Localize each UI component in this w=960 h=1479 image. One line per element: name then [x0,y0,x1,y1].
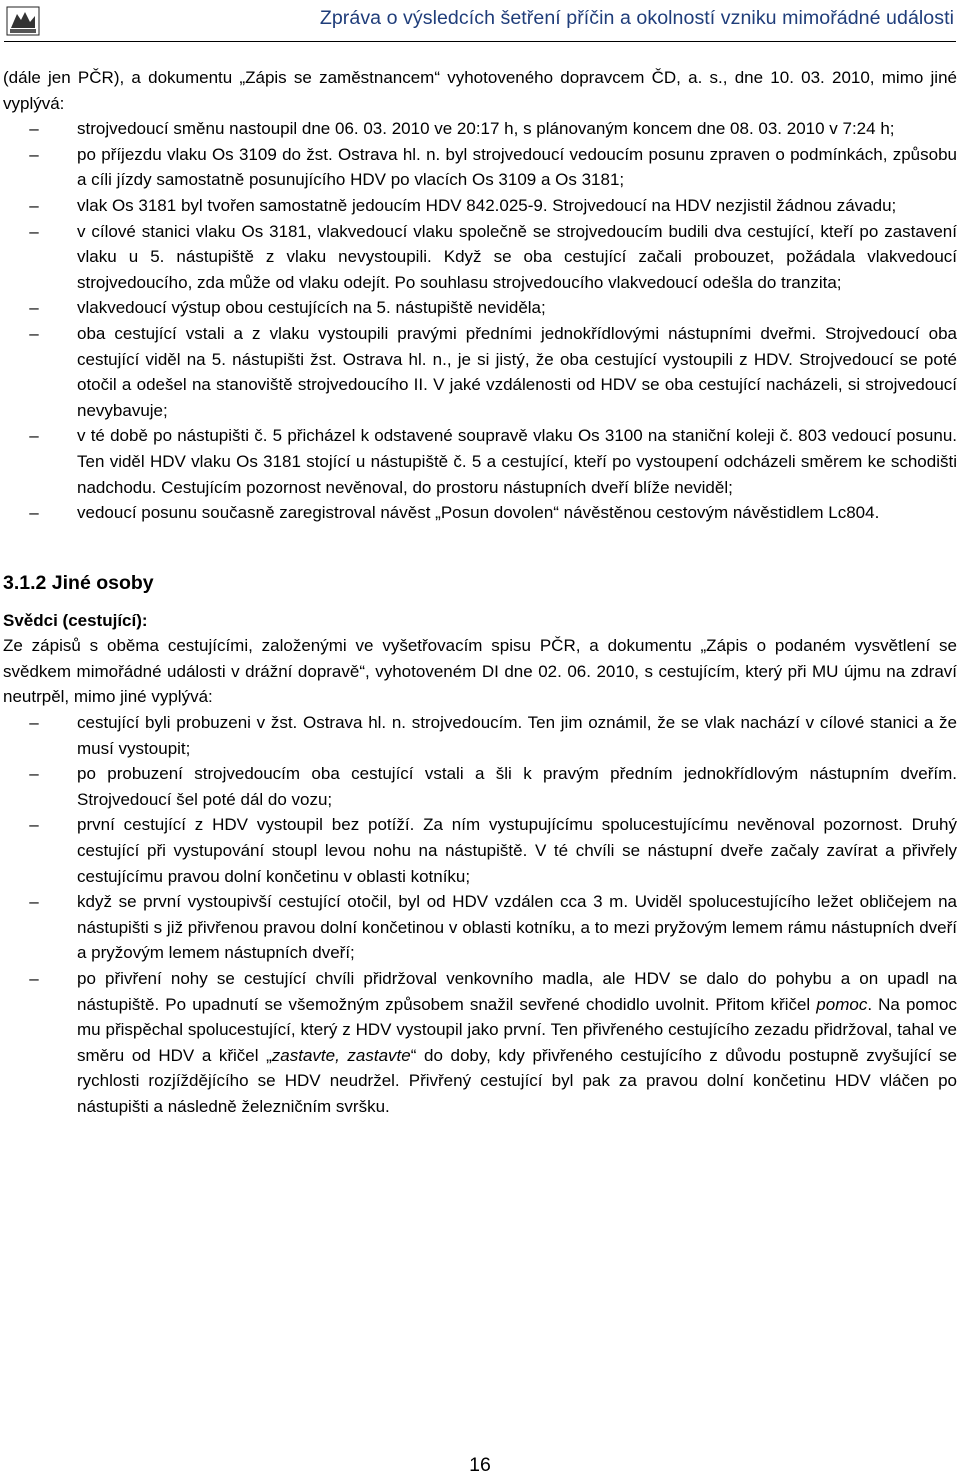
list-item [0,116,960,142]
statement-list-employee [0,116,960,526]
quoted-shout-zastavte: zastavte, zastavte [271,1045,411,1065]
list-item-text: cestující byli probuzeni v žst. Ostrava hl. n. strojvedoucím. Ten jim oznámil, že se vlak nachází v cílové stanici a že musí vystoupit; [77,713,957,758]
header-divider [4,41,956,42]
list-item-text: první cestující z HDV vystoupil bez potíží. Za ním vystupujícímu spolucestujícímu nevěnoval pozornost. Druhý cestující při vystupování stoupl levou nohu na nástupiště. V té chvíli se nástupní dveře začaly zavírat a přivřely cestujícímu pravou dolní končetinu v oblasti kotníku; [77,815,957,886]
page-number: 16 [469,1454,491,1476]
document-body [0,65,960,1120]
list-item-text: v cílové stanici vlaku Os 3181, vlakvedoucí vlaku společně se strojvedoucím budili dva cestující, kteří po zastavení vlaku u 5. nástupiště z vlaku nevystoupili. Když se oba cestující začali probouzet, požádala vlakvedoucí strojvedoucího, zda může od vlaku odejít. Po souhlasu strojvedoucího vlakvedoucí odešla do tranzita; [77,221,957,292]
witness-intro-paragraph: Ze zápisů s oběma cestujícími, založenými ve vyšetřovacím spisu PČR, a dokumentu „Zápis o podaném vysvětlení se svědkem mimořádné události v drážní dopravě“, vyhotoveném DI dne 02. 06. 2010, s cestujícím, který při MU újmu na zdraví neutrpěl, mimo jiné vyplývá: [3,636,957,707]
list-item [0,142,960,193]
page-header [0,0,960,44]
list-item [0,295,960,321]
list-item-text: když se první vystoupivší cestující otočil, byl od HDV vzdálen cca 3 m. Uviděl spolucestujícího ležet obličejem na nástupišti s již přivřenou pravou dolní končetinou v oblasti kotníku, a to mezi pryžovým lemem rámu nástupních dveří a pryžovým lemem nástupních dveří; [77,892,957,963]
list-item-text-part: “ do doby, kdy přivřeného cestujícího z důvodu postupně zvyšující se rychlosti rozjíždějícího se HDV neudržel. Přivřený cestující byl pak za pravou dolní končetinu HDV vláčen po nástupišti a následně železničním svršku. [77,1045,957,1116]
list-item [0,966,960,1120]
header-title: Zpráva o výsledcích šetření příčin a okolností vzniku mimořádné události [319,7,954,29]
list-item [0,812,960,889]
list-item-text: vlak Os 3181 byl tvořen samostatně jedoucím HDV 842.025-9. Strojvedoucí na HDV nezjistil žádnou závadu; [77,195,897,215]
dash-bullet: – [29,144,39,164]
dash-bullet: – [29,323,39,343]
list-item-text: po probuzení strojvedoucím oba cestující vstali a šli k pravým předním jednokřídlovým nástupním dveřím. Strojvedoucí šel poté dál do vozu; [77,764,957,809]
list-item [0,193,960,219]
dash-bullet: – [29,892,39,912]
list-item-text-part: . Na pomoc mu přispěchal spolucestující, který z HDV vystoupil jako první. Ten přivřeného cestujícího zezadu přidržoval, tahal ve směru od HDV a křičel „ [77,994,957,1065]
dash-bullet: – [29,815,39,835]
dash-bullet: – [29,503,39,523]
list-item-text-part: po přivření nohy se cestující chvíli přidržoval venkovního madla, ale HDV se dalo do pohybu a on upadl na nástupiště. Po upadnutí se všemožným způsobem snažil sevřené chodidlo uvolnit. Přitom křičel [77,969,957,1014]
dash-bullet: – [29,221,39,241]
dash-bullet: – [29,426,39,446]
intro-paragraph: (dále jen PČR), a dokumentu „Zápis se zaměstnancem“ vyhotoveného dopravcem ČD, a. s., dne 10. 03. 2010, mimo jiné vyplývá: [3,68,957,113]
list-item [0,423,960,500]
list-item [0,321,960,423]
statement-list-witnesses [0,710,960,1120]
dash-bullet: – [29,119,39,139]
section-heading: 3.1.2 Jiné osoby [3,571,154,594]
list-item-text: po příjezdu vlaku Os 3109 do žst. Ostrava hl. n. byl strojvedoucí vedoucím posunu zpraven o podmínkách, způsobu a cíli jízdy samostatně posunujícího HDV po vlacích Os 3109 a Os 3181; [77,144,957,190]
dash-bullet: – [29,195,39,215]
list-item-text: vlakvedoucí výstup obou cestujících na 5. nástupiště neviděla; [77,298,546,318]
list-item [0,710,960,761]
quoted-shout-pomoc: pomoc [816,994,868,1014]
list-item [0,219,960,296]
list-item [0,889,960,966]
list-item [0,500,960,526]
witnesses-subheading: Svědci (cestující): [3,610,148,630]
dash-bullet: – [29,298,39,318]
drazni-inspekce-logo [6,6,40,36]
dash-bullet: – [29,969,39,988]
list-item [0,761,960,812]
list-item-text: v té době po nástupišti č. 5 přicházel k odstavené soupravě vlaku Os 3100 na staniční koleji č. 803 vedoucí posunu. Ten viděl HDV vlaku Os 3181 stojící u nástupiště č. 5 a cestující, kteří po vystoupení odcházeli směrem ke schodišti nadchodu. Cestujícím pozornost nevěnoval, do prostoru nástupních dveří blíže neviděl; [77,426,957,497]
list-item-text: vedoucí posunu současně zaregistroval návěst „Posun dovolen“ návěstěnou cestovým návěstidlem Lc804. [77,503,880,523]
list-item-text: strojvedoucí směnu nastoupil dne 06. 03. 2010 ve 20:17 h, s plánovaným koncem dne 08. 03. 2010 v 7:24 h; [77,119,895,139]
dash-bullet: – [29,713,39,733]
dash-bullet: – [29,764,39,784]
list-item-text: oba cestující vstali a z vlaku vystoupili pravými předními jednokřídlovými nástupními dveřmi. Strojvedoucí oba cestující viděl na 5. nástupišti žst. Ostrava hl. n., je si jistý, že oba cestující vystoupili z HDV. Strojvedoucí se poté otočil a odešel na stanoviště strojvedoucího II. V jaké vzdálenosti od HDV se oba cestující nacházeli, si strojvedoucí nevybavuje; [77,323,957,420]
